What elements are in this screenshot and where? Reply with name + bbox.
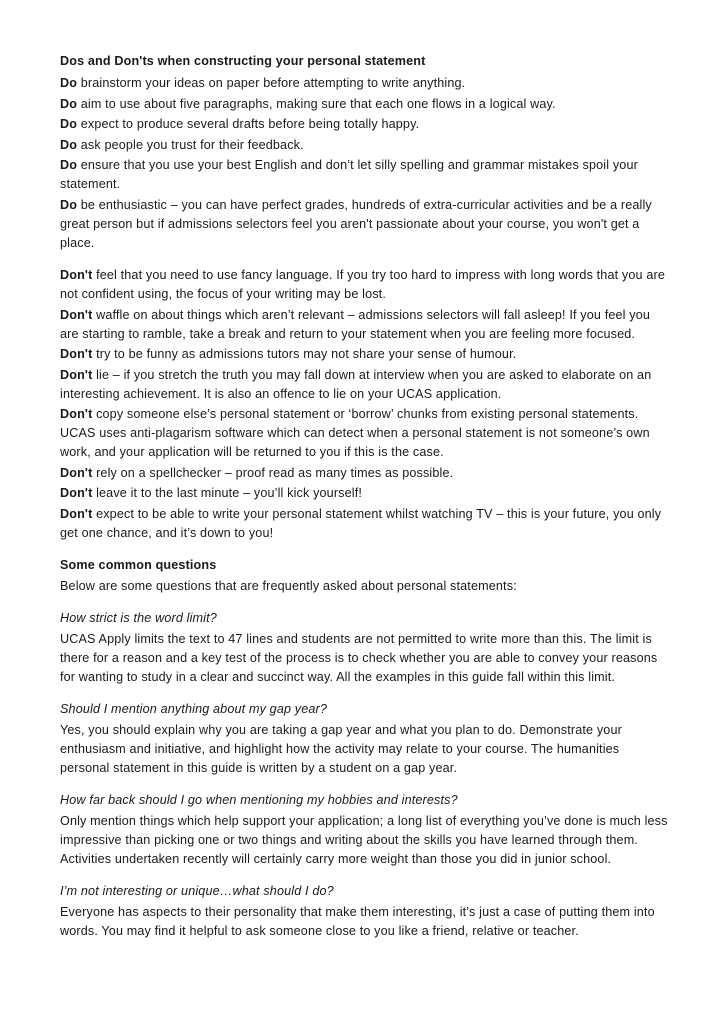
do-keyword: Do [60, 96, 78, 111]
dont-keyword: Don't [60, 465, 93, 480]
dont-item [60, 306, 670, 344]
faq-answer: Everyone has aspects to their personality that make them interesting, it’s just a case of putting them into words. You may find it helpful to ask someone close to you like a friend, relative or teacher. [60, 904, 655, 938]
do-item-text: aim to use about five paragraphs, making sure that each one flows in a logical way. [77, 96, 556, 111]
do-keyword: Do [60, 76, 78, 90]
dont-item-text: expect to be able to write your personal statement whilst watching TV – this is your future, you only get one chance, and it’s down to you! [60, 506, 662, 540]
do-keyword: Do [60, 137, 78, 152]
dos-donts-heading: Dos and Don'ts when constructing your personal statement [60, 54, 426, 68]
section-spacer [60, 544, 670, 556]
dont-item-text: feel that you need to use fancy language. If you try too hard to impress with long words that you are not confident using, the focus of your writing may be lost. [60, 268, 665, 301]
document-page [60, 52, 670, 942]
dont-keyword: Don't [60, 307, 93, 322]
dont-item [60, 266, 670, 304]
common-questions-heading: Some common questions [60, 558, 217, 572]
dont-item [60, 484, 670, 503]
do-item-text: ensure that you use your best English and don’t let silly spelling and grammar mistakes spoil your statement. [60, 158, 638, 191]
dont-item-text: rely on a spellchecker – proof read as many times as possible. [92, 465, 454, 480]
dont-item [60, 505, 670, 543]
dont-keyword: Don't [60, 506, 93, 521]
faq-question: I’m not interesting or unique…what should I do? [60, 884, 334, 898]
do-item [60, 74, 670, 93]
do-keyword: Do [60, 158, 78, 172]
section-spacer [60, 779, 670, 791]
dont-keyword: Don't [60, 347, 93, 361]
do-item [60, 156, 670, 194]
dont-item [60, 464, 670, 483]
faq-question: Should I mention anything about my gap year? [60, 702, 328, 716]
section-spacer [60, 688, 670, 700]
common-questions-intro: Below are some questions that are frequently asked about personal statements: [60, 578, 517, 593]
do-item-text: brainstorm your ideas on paper before attempting to write anything. [77, 76, 466, 90]
faq-question: How far back should I go when mentioning my hobbies and interests? [60, 793, 458, 807]
dont-item-text: leave it to the last minute – you’ll kick yourself! [92, 486, 363, 500]
do-item-text: expect to produce several drafts before being totally happy. [77, 117, 420, 131]
dont-item [60, 345, 670, 364]
dont-item-text: waffle on about things which aren’t relevant – admissions selectors will fall asleep! If you feel you are starting to ramble, take a break and return to your statement when you are feeling more focused. [60, 307, 651, 341]
section-spacer [60, 597, 670, 609]
faq-answer: UCAS Apply limits the text to 47 lines and students are not permitted to write more than this. The limit is there for a reason and a key test of the process is to check whether you are able to convey your reasons for wanting to study in a clear and succinct way. All the examples in this guide fall within this limit. [60, 631, 658, 684]
dont-keyword: Don't [60, 486, 93, 500]
faq-answer: Only mention things which help support your application; a long list of everything you’ve done is much less impressive than picking one or two things and writing about the skills you have learned through them. Activities undertaken recently will certainly carry more weight than those you did in junior school. [60, 813, 668, 866]
faq-answer: Yes, you should explain why you are taking a gap year and what you plan to do. Demonstrate your enthusiasm and initiative, and highlight how the activity may relate to your course. The humanities personal statement in this guide is written by a student on a gap year. [60, 722, 622, 775]
do-item [60, 115, 670, 134]
dont-keyword: Don't [60, 268, 93, 282]
dont-item-text: lie – if you stretch the truth you may fall down at interview when you are asked to elaborate on an interesting achievement. It is also an offence to lie on your UCAS application. [60, 367, 652, 401]
dont-keyword: Don't [60, 407, 93, 421]
do-keyword: Do [60, 117, 78, 131]
dont-item-text: try to be funny as admissions tutors may not share your sense of humour. [92, 347, 517, 361]
do-item [60, 196, 670, 253]
do-item-text: ask people you trust for their feedback. [77, 137, 304, 152]
do-item [60, 136, 670, 155]
do-item [60, 95, 670, 114]
do-keyword: Do [60, 197, 78, 212]
faq-question: How strict is the word limit? [60, 611, 217, 625]
section-spacer [60, 254, 670, 266]
section-spacer [60, 870, 670, 882]
dont-item [60, 366, 670, 404]
dont-keyword: Don't [60, 367, 93, 382]
do-item-text: be enthusiastic – you can have perfect grades, hundreds of extra-curricular activities and be a really great person but if admissions selectors feel you aren't passionate about your course, you won't get a place. [60, 197, 652, 250]
dont-item-text: copy someone else’s personal statement or ‘borrow’ chunks from existing personal statements. UCAS uses anti-plagarism software which can detect when a personal statement is not someone’s own work, and your application will be returned to you if this is the case. [60, 407, 650, 459]
dont-item [60, 405, 670, 462]
